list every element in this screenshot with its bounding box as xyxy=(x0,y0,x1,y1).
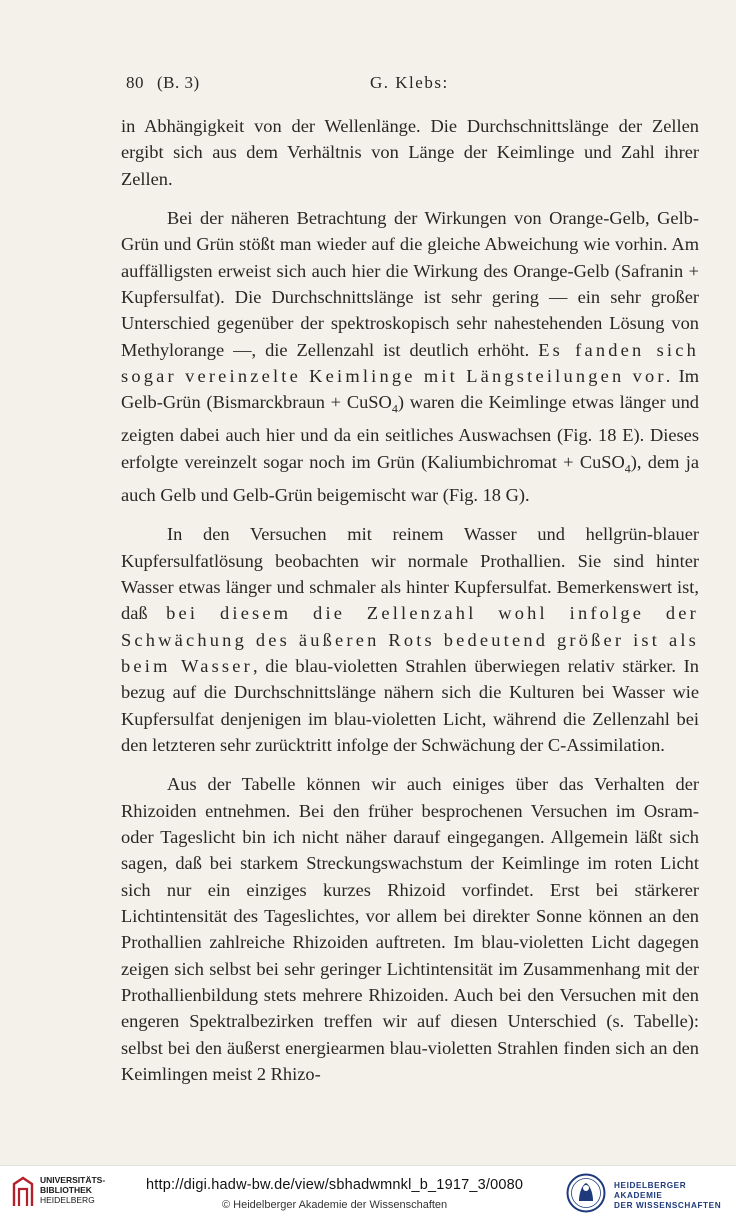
emphasized-text: bei diesem die Zellenzahl wohl infolge der Schwächung des äußeren Rots bedeutend größer ist als beim Wasser xyxy=(121,603,699,676)
paragraph xyxy=(121,771,699,1087)
text-run: ), dem ja auch Gelb und Gelb-Grün beigemischt war (Fig. 18 G). xyxy=(121,451,699,505)
text-run: Im Gelb-Grün (Bismarckbraun + CuSO xyxy=(121,366,700,413)
author-label: G. Klebs: xyxy=(370,73,449,92)
text-run: In den Versuchen mit reinem Wasser und hellgrün-blauer Kupfersulfatlösung beobachten wir normale Prothallien. Sie sind hinter Wasser etwas länger und schmaler als hinter Kupfersulfat. Bemerkenswert ist, daß xyxy=(121,524,699,624)
subscript: 4 xyxy=(391,402,398,417)
text-run: Aus der Tabelle können wir auch einiges über das Verhalten der Rhizoiden entnehmen. Bei den früher besprochenen Versuchen im Osram- oder Tageslicht bin ich nicht näher darauf eingegangen. Allgemein läßt sich sagen, daß bei starkem Streckungswachstum der Keimlinge im roten Licht sich nur ein einziges kurzes Rhizoid vorfindet. Erst bei stärkerer Lichtintensität des Tageslichtes, vor allem bei direkter Sonne können an den Prothallien zahlreiche Rhizoiden auftreten. Im blau-violetten Licht dagegen zeigen sich selbst bei sehr geringer Lichtintensität im Zusammenhang mit der Prothallienbildung stets mehrere Rhizoiden. Auch bei den Versuchen mit den engeren Spektralbezirken treffen wir auf diesen Unterschied (s. Tabelle): selbst bei den äußerst energiearmen blau-violetten Strahlen finden sich an den Keimlingen meist 2 Rhizo- xyxy=(121,774,699,1085)
footer-bar xyxy=(0,1165,736,1219)
body-text xyxy=(121,113,699,1087)
text-run: Bei der näheren Betrachtung der Wirkungen von Orange-Gelb, Gelb-Grün und Grün stößt man wieder auf die gleiche Abweichung wie vorhin. Am auffälligsten erweist sich auch hier die Wirkung des Orange-Gelb (Safranin + Kupfersulfat). Die Durchschnittslänge ist sehr gering — ein sehr großer Unterschied gegenüber der spektroskopisch sehr nahestehenden Lösung von Methylorange —, die Zellenzahl ist deutlich erhöht. xyxy=(121,208,699,360)
emphasized-text: Es fanden sich sogar vereinzelte Keimlinge mit Längsteilungen vor. xyxy=(121,339,699,387)
academy-name: HEIDELBERGER AKADEMIE DER WISSENSCHAFTEN xyxy=(614,1181,722,1210)
academy-seal-icon xyxy=(566,1173,606,1213)
paragraph xyxy=(121,521,699,758)
copyright-notice: © Heidelberger Akademie der Wissenschaften xyxy=(222,1199,448,1211)
paragraph xyxy=(121,113,699,192)
library-logo-icon xyxy=(10,1176,36,1208)
subscript: 4 xyxy=(624,461,631,476)
text-run: , die blau-violetten Strahlen überwiegen relativ stärker. In bezug auf die Durchschnittslänge nähern sich die Kulturen bei Wasser wie Kupfersulfat denjenigen im blau-violetten Licht, während die Zellenzahl bei den letzteren sehr zurücktritt infolge der Schwächung der C-Assimilation. xyxy=(121,655,699,755)
text-run: in Abhängigkeit von der Wellenlänge. Die Durchschnittslänge der Zellen ergibt sich aus dem Verhältnis von Länge der Keimlinge und Zahl ihrer Zellen. xyxy=(121,116,699,189)
running-head xyxy=(126,73,698,97)
text-run: ) waren die Keimlinge etwas länger und zeigten dabei auch hier und da ein seitliches Auswachsen (Fig. 18 E). Dieses erfolgte vereinzelt sogar noch im Grün (Kaliumbichromat + CuSO xyxy=(121,392,699,472)
paragraph xyxy=(121,205,699,508)
volume-label: (B. 3) xyxy=(157,73,200,92)
library-name: UNIVERSITÄTS- BIBLIOTHEK HEIDELBERG xyxy=(40,1175,106,1205)
page-number: 80 xyxy=(126,73,144,92)
permalink-link[interactable]: http://digi.hadw-bw.de/view/sbhadwmnkl_b_1917_3/0080 xyxy=(146,1177,524,1193)
